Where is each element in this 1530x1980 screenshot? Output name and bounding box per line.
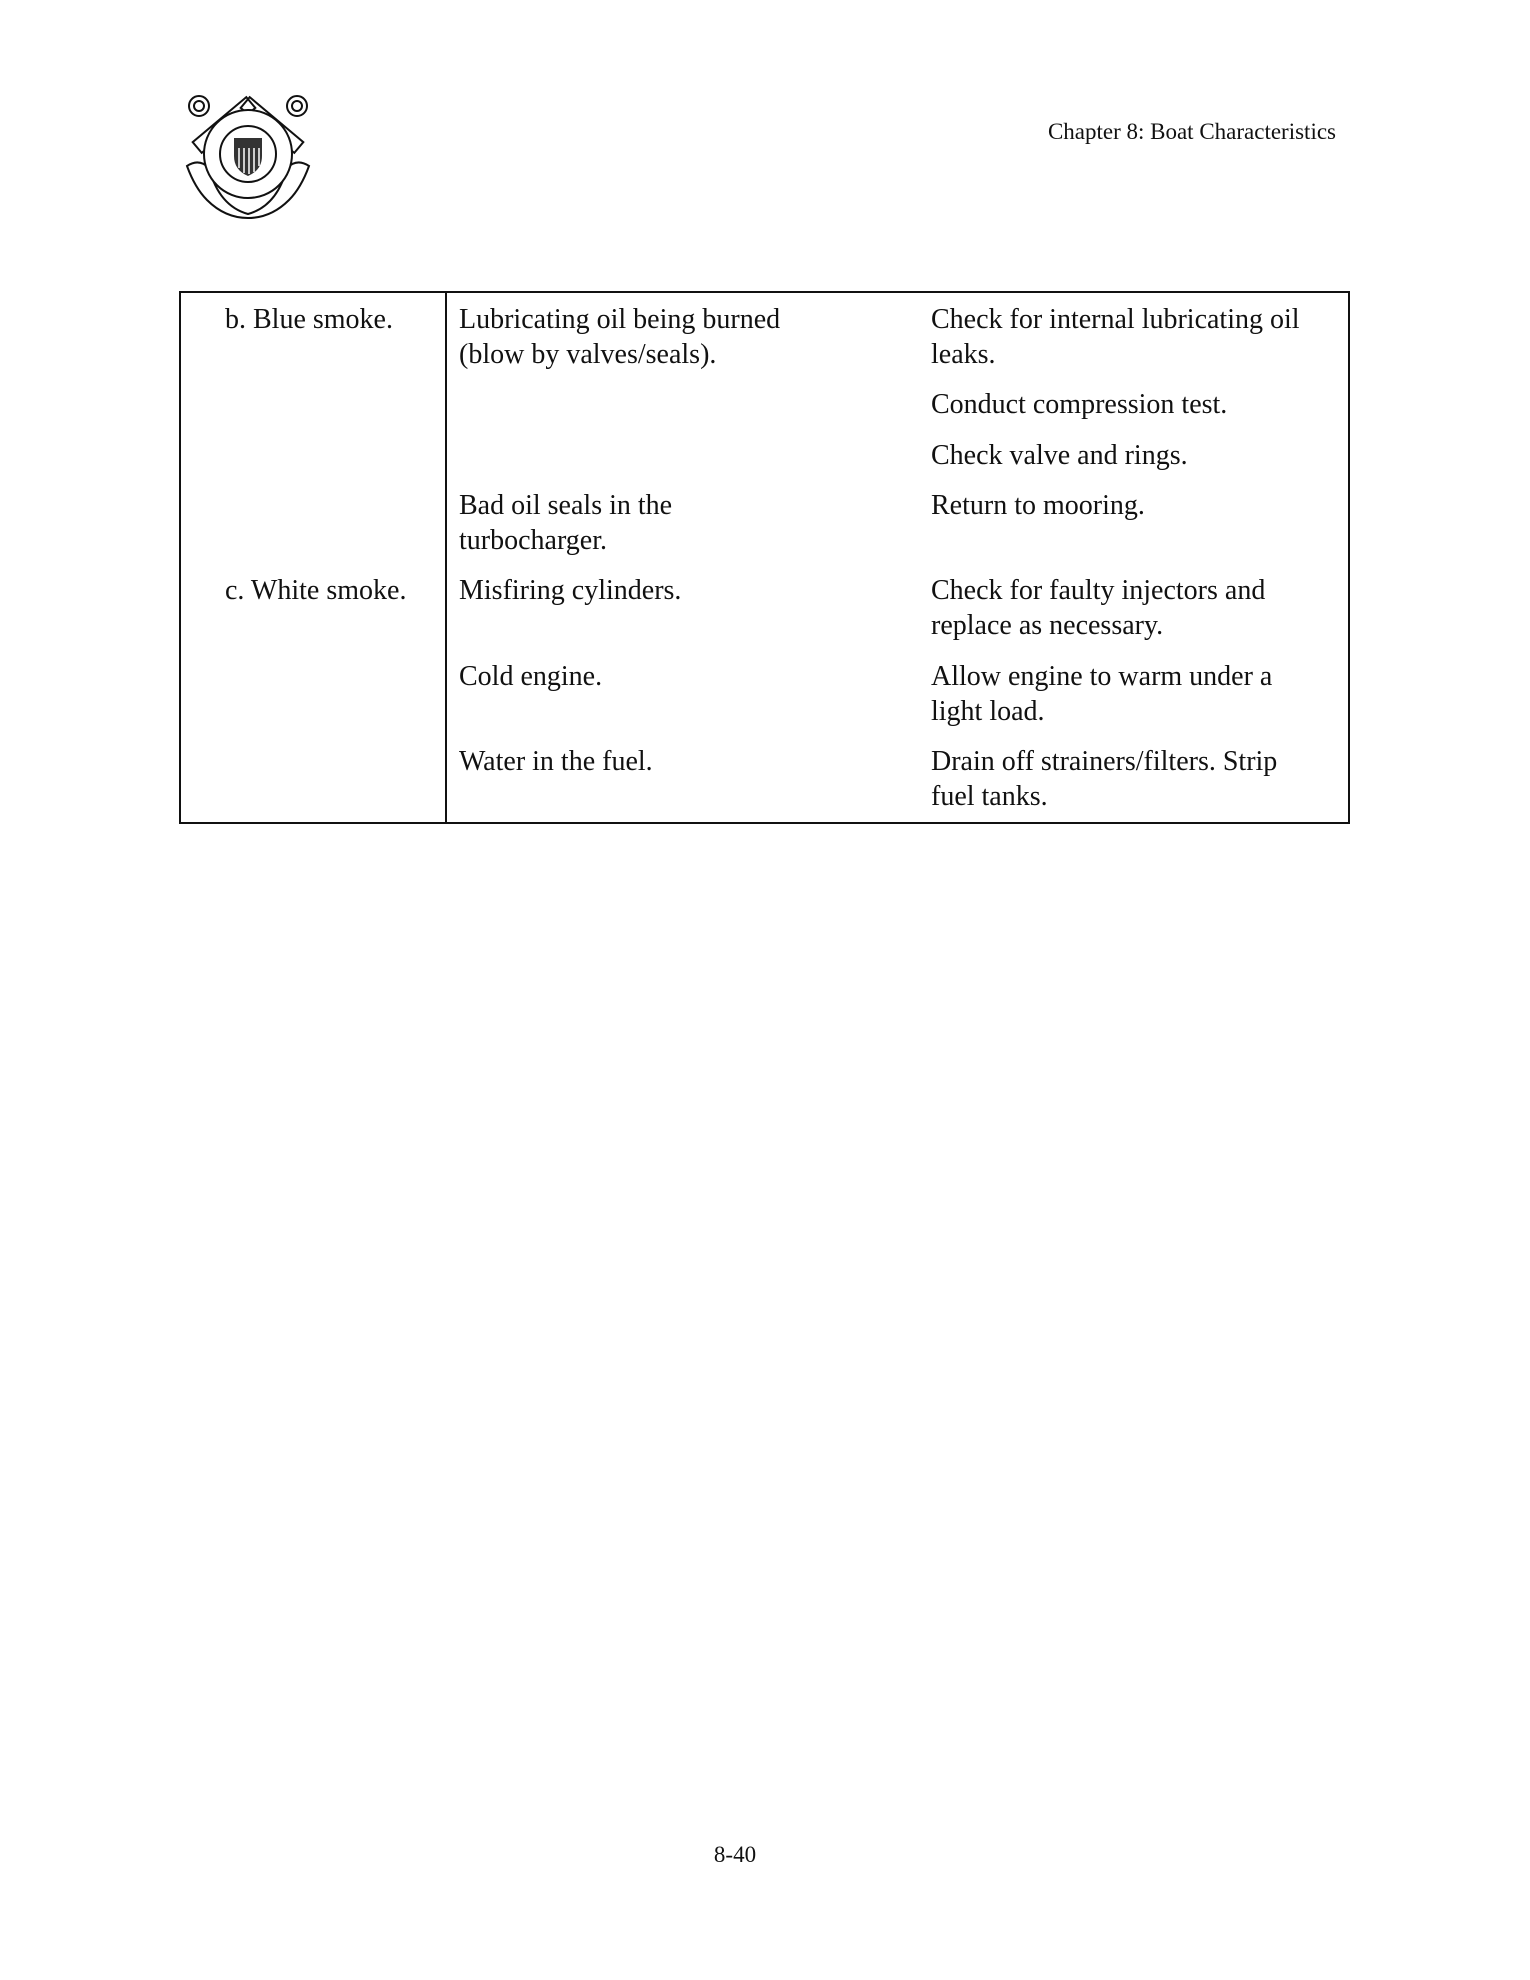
action-cell: Check for internal lubricating oil leaks. <box>931 304 1300 370</box>
action-cell: Drain off strainers/filters. Strip fuel tanks. <box>931 746 1278 812</box>
column-divider <box>445 291 447 822</box>
action-cell: Return to mooring. <box>931 490 1145 521</box>
action-cell: Allow engine to warm under a light load. <box>931 661 1273 727</box>
symptom-cell: b. Blue smoke. <box>225 304 393 335</box>
action-cell: Check for faulty injectors and replace as necessary. <box>931 575 1266 641</box>
cause-cell: Bad oil seals in the turbocharger. <box>459 490 673 556</box>
action-cell: Check valve and rings. <box>931 440 1188 471</box>
cause-cell: Cold engine. <box>459 661 603 692</box>
coast-guard-seal-logo <box>179 88 317 222</box>
symptom-cell: c. White smoke. <box>225 575 407 606</box>
chapter-header: Chapter 8: Boat Characteristics <box>1047 119 1336 144</box>
cause-cell: Water in the fuel. <box>459 746 653 777</box>
cause-cell: Lubricating oil being burned (blow by valves/seals). <box>459 304 781 370</box>
cause-cell: Misfiring cylinders. <box>459 575 682 606</box>
page-number: 8-40 <box>713 1842 757 1867</box>
action-cell: Conduct compression test. <box>931 389 1228 420</box>
